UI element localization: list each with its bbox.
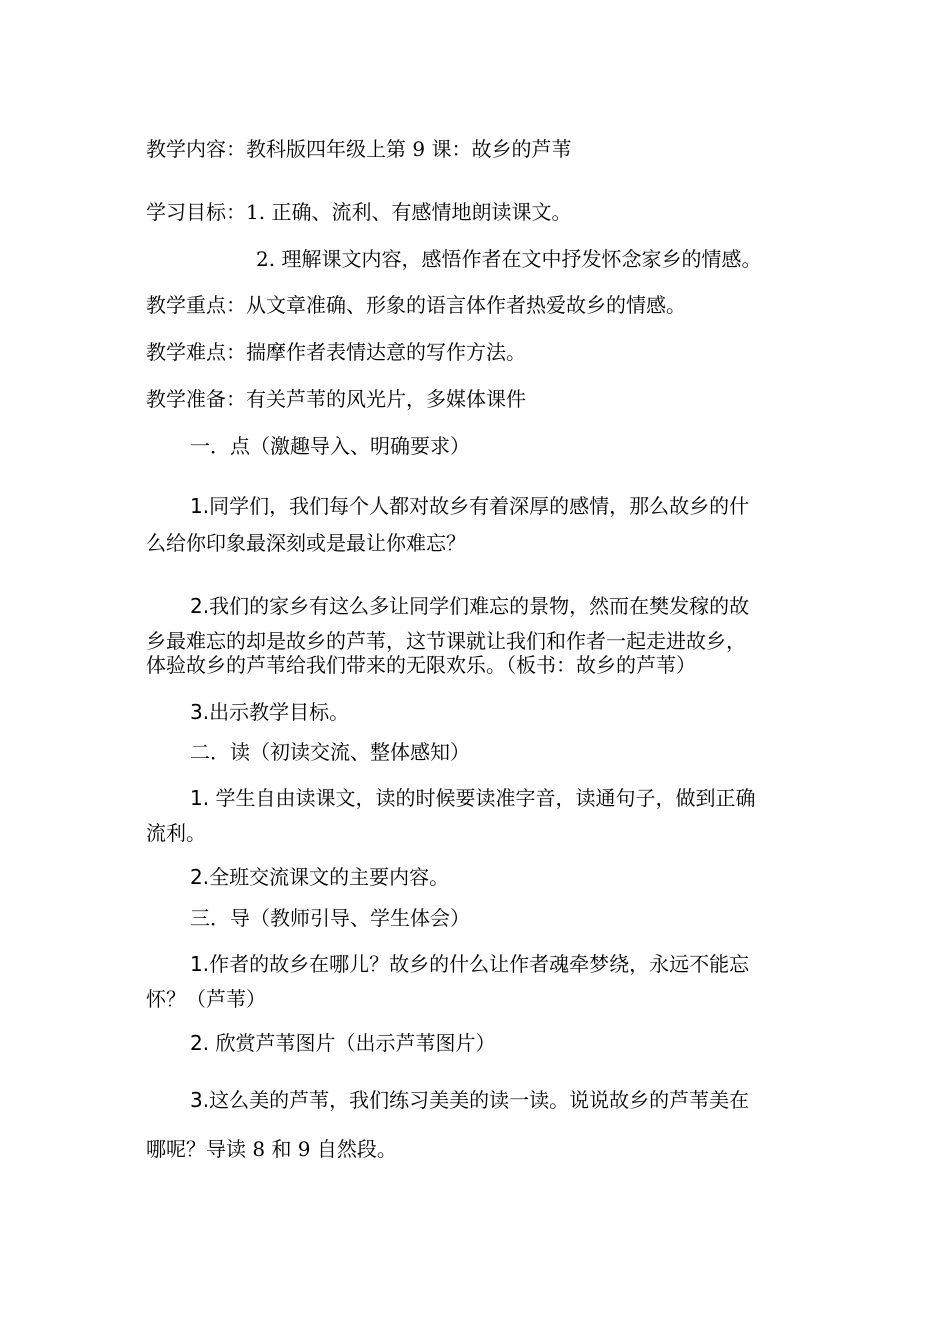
difficulties-label: 教学难点：: [146, 340, 246, 364]
section-heading-2: 二．读（初读交流、整体感知）: [190, 740, 470, 764]
s2-item-2-number: 2.: [190, 865, 210, 889]
s1-item-3-line-1: [190, 697, 349, 727]
s3-item-2-line-1: [190, 1028, 495, 1058]
s3-item-1-line-1: [190, 949, 749, 979]
section-heading-3: 三．导（教师引导、学生体会）: [190, 906, 470, 930]
key-points-text: 从文章准确、形象的语言体作者热爱故乡的情感。: [246, 293, 686, 317]
s1-item-3-number: 3.: [190, 700, 210, 724]
s1-item-2-text-1: 我们的家乡有这么多让同学们难忘的景物，然而在樊发稼的故: [209, 594, 750, 618]
difficulties-line: [146, 337, 526, 367]
preparation-label: 教学准备：: [146, 387, 246, 411]
teaching-content-label: 教学内容：: [146, 137, 246, 161]
s3-item-2-text-1: 欣赏芦苇图片（出示芦苇图片）: [209, 1031, 496, 1055]
s2-item-1-number: 1.: [190, 786, 210, 810]
learning-goals-label: 学习目标：: [146, 200, 246, 224]
section-heading-1: 一．点（激趣导入、明确要求）: [190, 434, 470, 458]
difficulties-text: 揣摩作者表情达意的写作方法。: [246, 340, 526, 364]
s2-item-2-text-1: 全班交流课文的主要内容。: [209, 865, 450, 889]
s3-item-3-number: 3.: [190, 1088, 210, 1112]
s2-item-1-text-1: 学生自由读课文，读的时候要读准字音，读通句子，做到正确: [209, 786, 756, 810]
s1-item-3-text-1: 出示教学目标。: [209, 700, 350, 724]
s3-item-1-line-2: 怀？（芦苇）: [146, 987, 266, 1011]
learning-goals-line-1: [146, 197, 571, 227]
key-points-line: [146, 290, 686, 320]
s1-item-1-number: 1.: [190, 494, 210, 518]
s2-item-1-line-1: [190, 783, 755, 813]
teaching-content-text: 教科版四年级上第 9 课：故乡的芦苇: [246, 137, 572, 161]
s1-item-2-line-3: 体验故乡的芦苇给我们带来的无限欢乐。（板书：故乡的芦苇）: [146, 653, 696, 677]
s1-item-2-line-1: [190, 591, 749, 621]
s3-item-2-number: 2.: [190, 1031, 210, 1055]
learning-goal-2: 2. 理解课文内容，感悟作者在文中抒发怀念家乡的情感。: [256, 247, 762, 271]
s1-item-1-line-2: 么给你印象最深刻或是最让你难忘？: [146, 531, 466, 555]
s1-item-2-line-2: 乡最难忘的却是故乡的芦苇，这节课就让我们和作者一起走进故乡，: [146, 629, 746, 653]
learning-goal-1: 1. 正确、流利、有感情地朗读课文。: [246, 200, 572, 224]
s3-item-3-text-1: 这么美的芦苇，我们练习美美的读一读。说说故乡的芦苇美在: [209, 1088, 750, 1112]
s3-item-1-number: 1.: [190, 952, 210, 976]
s2-item-2-line-1: [190, 862, 449, 892]
teaching-content-line: [146, 134, 571, 164]
preparation-line: [146, 384, 526, 414]
s1-item-1-line-1: [190, 491, 749, 521]
key-points-label: 教学重点：: [146, 293, 246, 317]
s1-item-1-text-1: 同学们，我们每个人都对故乡有着深厚的感情，那么故乡的什: [209, 494, 750, 518]
s2-item-1-line-2: 流利。: [146, 821, 206, 845]
preparation-text: 有关芦苇的风光片，多媒体课件: [246, 387, 526, 411]
s3-item-3-line-1: [190, 1085, 749, 1115]
s1-item-2-number: 2.: [190, 594, 210, 618]
s3-item-3-line-2: 哪呢？导读 8 和 9 自然段。: [146, 1137, 397, 1161]
s3-item-1-text-1: 作者的故乡在哪儿？故乡的什么让作者魂牵梦绕，永远不能忘: [209, 952, 750, 976]
